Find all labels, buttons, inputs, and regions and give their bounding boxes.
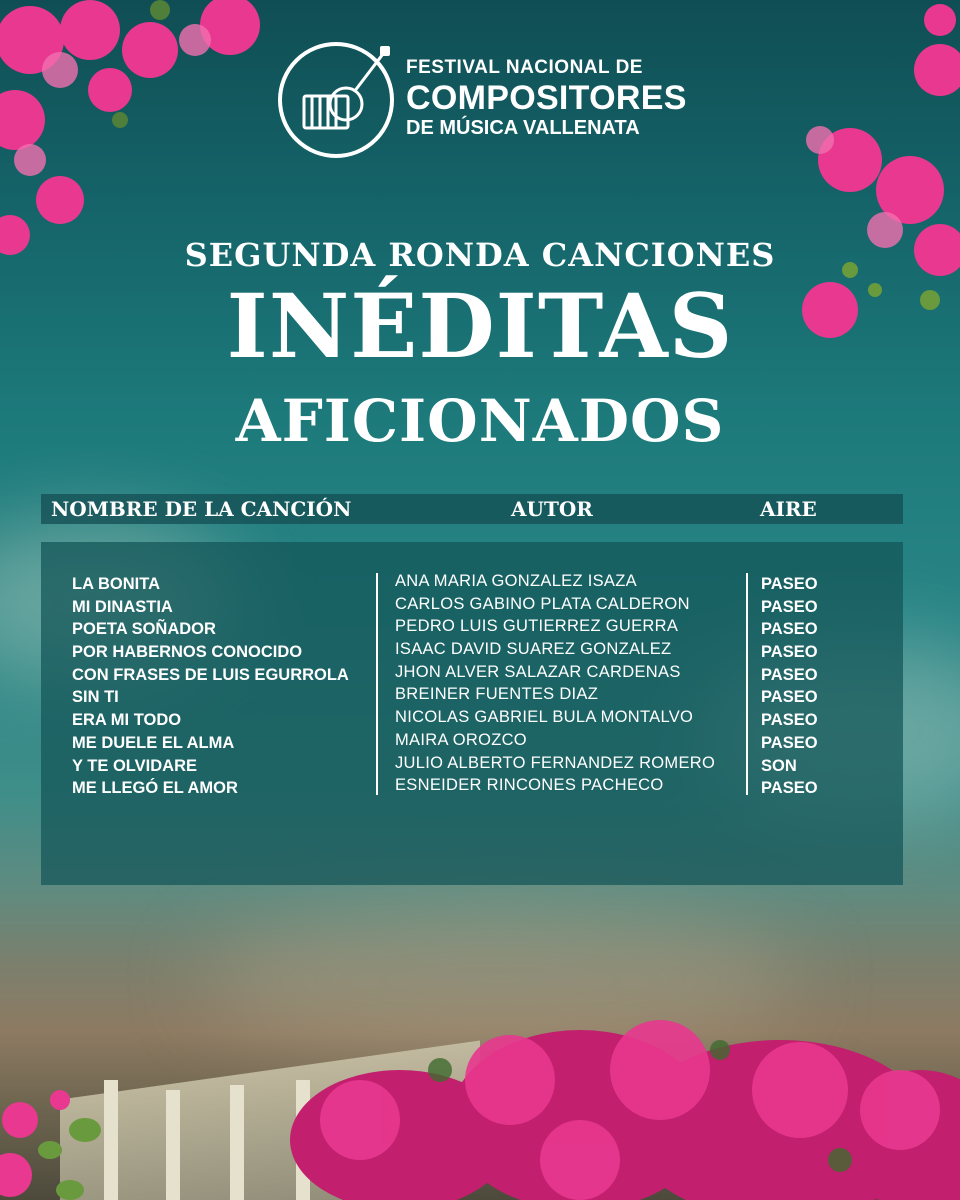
aire-value: PASEO bbox=[761, 575, 818, 593]
page-title: INÉDITAS bbox=[226, 274, 734, 378]
author-column bbox=[395, 570, 715, 797]
song-name: POR HABERNOS CONOCIDO bbox=[72, 643, 303, 662]
aire-column bbox=[761, 573, 818, 800]
song-name: SIN TI bbox=[72, 688, 119, 707]
header-aire: AIRE bbox=[760, 497, 817, 521]
author-name: BREINER FUENTES DIAZ bbox=[395, 685, 599, 704]
aire-value: PASEO bbox=[761, 620, 818, 639]
song-name: LA BONITA bbox=[72, 575, 160, 593]
column-divider bbox=[746, 573, 748, 795]
author-name: JHON ALVER SALAZAR CARDENAS bbox=[395, 662, 681, 681]
page-subtitle: SEGUNDA RONDA CANCIONES bbox=[184, 236, 776, 274]
column-divider bbox=[376, 573, 378, 795]
logo-line-musica: DE MÚSICA VALLENATA bbox=[406, 117, 640, 139]
aire-value: PASEO bbox=[761, 779, 818, 798]
header-song: NOMBRE DE LA CANCIÓN bbox=[51, 497, 352, 521]
bougainvillea-bottom-left bbox=[0, 1080, 110, 1200]
song-name: ERA MI TODO bbox=[72, 711, 182, 730]
author-name: ISAAC DAVID SUAREZ GONZALEZ bbox=[395, 640, 672, 659]
aire-value: PASEO bbox=[761, 733, 818, 752]
author-name: ANA MARIA GONZALEZ ISAZA bbox=[395, 572, 637, 590]
logo-line-festival: FESTIVAL NACIONAL DE bbox=[406, 57, 643, 78]
song-name: ME DUELE EL ALMA bbox=[72, 733, 235, 752]
song-name: MI DINASTIA bbox=[72, 597, 173, 616]
aire-value: PASEO bbox=[761, 688, 818, 707]
author-name: NICOLAS GABRIEL BULA MONTALVO bbox=[395, 708, 694, 727]
festival-logo bbox=[278, 42, 687, 162]
song-name: POETA SOÑADOR bbox=[72, 620, 216, 639]
author-name: PEDRO LUIS GUTIERREZ GUERRA bbox=[395, 617, 679, 636]
song-column bbox=[72, 573, 349, 800]
song-name: CON FRASES DE LUIS EGURROLA bbox=[72, 665, 349, 684]
logo-line-compositores: COMPOSITORES bbox=[406, 79, 687, 117]
table-header bbox=[41, 494, 903, 524]
song-name: ME LLEGÓ EL AMOR bbox=[72, 779, 238, 798]
bougainvillea-top-left bbox=[0, 0, 270, 270]
author-name: MAIRA OROZCO bbox=[395, 730, 527, 749]
author-name: JULIO ALBERTO FERNANDEZ ROMERO bbox=[395, 753, 716, 772]
category-title: AFICIONADOS bbox=[235, 387, 725, 455]
aire-value: PASEO bbox=[761, 597, 818, 616]
header-author: AUTOR bbox=[511, 497, 593, 521]
fence-post bbox=[230, 1085, 244, 1200]
author-name: ESNEIDER RINCONES PACHECO bbox=[395, 776, 664, 795]
accordion-guitar-icon bbox=[282, 46, 390, 154]
fence-post bbox=[166, 1090, 180, 1200]
aire-value: PASEO bbox=[761, 711, 818, 730]
author-name: CARLOS GABINO PLATA CALDERON bbox=[395, 594, 690, 613]
bougainvillea-bottom bbox=[280, 1010, 960, 1200]
song-name: Y TE OLVIDARE bbox=[72, 756, 197, 775]
aire-value: PASEO bbox=[761, 665, 818, 684]
logo-emblem bbox=[278, 42, 394, 158]
aire-value: PASEO bbox=[761, 643, 818, 662]
aire-value: SON bbox=[761, 756, 797, 775]
